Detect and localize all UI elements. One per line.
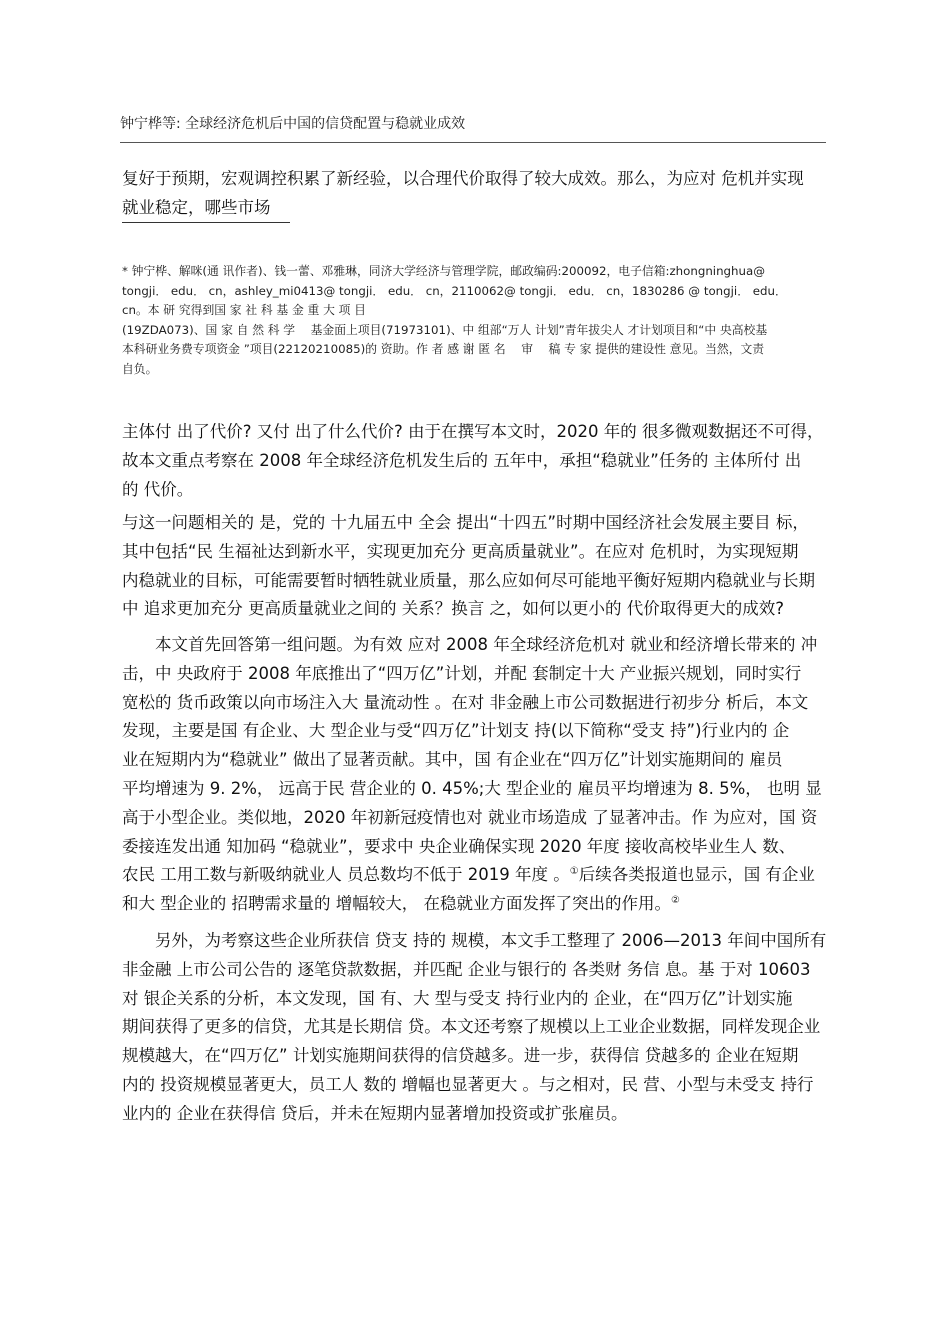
footnote-marker-1[interactable]: ① [569, 866, 579, 878]
text-line-with-note [122, 861, 834, 890]
text-line: 非金融 上市公司公告的 逐笔贷款数据，并匹配 企业与银行的 各类财 务信 息。基 于对 10603 [122, 959, 811, 979]
footnote-line: 本科研业务费专项资金 ”项目(22120210085)的 资助。作 者 感 谢 匿 名 审 稿 专 家 提供的建设性 意见。当然，文责 [122, 342, 765, 357]
footnote-line: * 钟宁桦、解咪(通 讯作者)、钱一蕾、邓雅琳，同济大学经济与管理学院，邮政编码:200092，电子信箱:zhongninghua@ [122, 264, 766, 278]
text-line: 故本文重点考察在 2008 年全球经济危机发生后的 五年中，承担“稳就业”任务的 主体所付 出 [122, 450, 802, 470]
text-line: 对 银企关系的分析，本文发现，国 有、大 型与受支 持行业内的 企业，在“四万亿”计划实施 [122, 988, 793, 1008]
footnote-marker-2[interactable]: ② [670, 895, 680, 907]
text-line: 本文首先回答第一组问题。为有效 应对 2008 年全球经济危机对 就业和经济增长带来的 冲 [155, 635, 818, 654]
text-line: 另外，为考察这些企业所获信 贷支 持的 规模，本文手工整理了 2006—2013 年间中国所有 [155, 931, 827, 950]
text-line: 发现，主要是国 有企业、大 型企业与受“四万亿”计划支 持(以下简称“受支 持”)行业内的 企 [122, 721, 790, 741]
text-line: 宽松的 货币政策以向市场注入大 量流动性 。在对 非金融上市公司数据进行初步分 析后，本文 [122, 692, 809, 712]
footnote-line: 自负。 [122, 361, 158, 376]
text-line: 复好于预期，宏观调控积累了新经验，以合理代价取得了较大成效。那么，为应对 危机并实现 [122, 169, 804, 188]
text-line: 内稳就业的目标，可能需要暂时牺牲就业质量，那么应如何尽可能地平衡好短期内稳就业与长期 [122, 570, 815, 590]
paragraph-1 [122, 165, 834, 223]
paragraph-3 [122, 509, 834, 624]
author-footnote [122, 262, 834, 380]
text-segment: 后续各类报道也显示，国 有企业 [578, 865, 815, 885]
running-header-title: 钟宁桦等: 全球经济危机后中国的信贷配置与稳就业成效 [120, 116, 466, 132]
text-line: 主体付 出了代价? 又付 出了什么代价? 由于在撰写本文时，2020 年的 很多微观数据还不可得， [122, 422, 824, 441]
text-line: 中 追求更加充分 更高质量就业之间的 关系？换言 之，如何以更小的 代价取得更大的成效? [122, 599, 784, 619]
paragraph-4 [122, 631, 834, 919]
text-line: 业在短期内为“稳就业” 做出了显著贡献。其中，国 有企业在“四万亿”计划实施期间的 雇员 [122, 750, 783, 770]
header-rule [120, 142, 826, 143]
text-line: 委接连发出通 知加码 “稳就业”，要求中 央企业确保实现 2020 年度 接收高校毕业生人 数、 [122, 836, 796, 856]
footnote-rule [122, 222, 290, 223]
text-segment: 农民 工用工数与新吸纳就业人 员总数均不低于 2019 年度 。 [122, 865, 570, 885]
footnote-line: (19ZDA073)、国 家 自 然 科 学 基金面上项目(71973101)、中 组部“万人 计划”青年拔尖人 才计划项目和“中 央高校基 [122, 322, 768, 337]
text-line: 业内的 企业在获得信 贷后，并未在短期内显著增加投资或扩张雇员。 [122, 1103, 628, 1123]
text-line: 其中包括“民 生福祉达到新水平，实现更加充分 更高质量就业”。在应对 危机时，为实现短期 [122, 541, 799, 561]
text-line: 与这一问题相关的 是，党的 十九届五中 全会 提出“十四五”时期中国经济社会发展主要目 标， [122, 513, 809, 532]
text-line: 击，中 央政府于 2008 年底推出了“四万亿”计划，并配 套制定十大 产业振兴规划，同时实行 [122, 663, 802, 683]
text-line-with-note [122, 890, 834, 919]
text-line: 高于小型企业。类似地，2020 年初新冠疫情也对 就业市场造成 了显著冲击。作 为应对，国 资 [122, 807, 818, 827]
text-line: 平均增速为 9. 2%， 远高于民 营企业的 0. 45%;大 型企业的 雇员平均增速为 8. 5%， 也明 显 [122, 778, 822, 798]
footnote-line: cn。本 研 究得到国 家 社 科 基 金 重 大 项 目 [122, 303, 366, 318]
text-line: 的 代价。 [122, 479, 194, 499]
footnote-line: tongji． edu． cn，ashley_mi0413@ tongji． edu． cn，2110062@ tongji． edu． cn，1830286 @ tongji． edu． [122, 283, 787, 298]
text-line: 规模越大，在“四万亿” 计划实施期间获得的信贷越多。进一步，获得信 贷越多的 企业在短期 [122, 1046, 799, 1066]
text-line: 就业稳定，哪些市场 [122, 197, 271, 217]
text-line: 期间获得了更多的信贷，尤其是长期信 贷。本文还考察了规模以上工业企业数据，同样发现企业 [122, 1017, 821, 1037]
paragraph-2 [122, 418, 834, 504]
text-segment: 和大 型企业的 招聘需求量的 增幅较大， 在稳就业方面发挥了突出的作用。 [122, 894, 671, 914]
paragraph-5 [122, 927, 834, 1129]
text-line: 内的 投资规模显著更大，员工人 数的 增幅也显著更大 。与之相对，民 营、小型与未受支 持行 [122, 1074, 814, 1094]
